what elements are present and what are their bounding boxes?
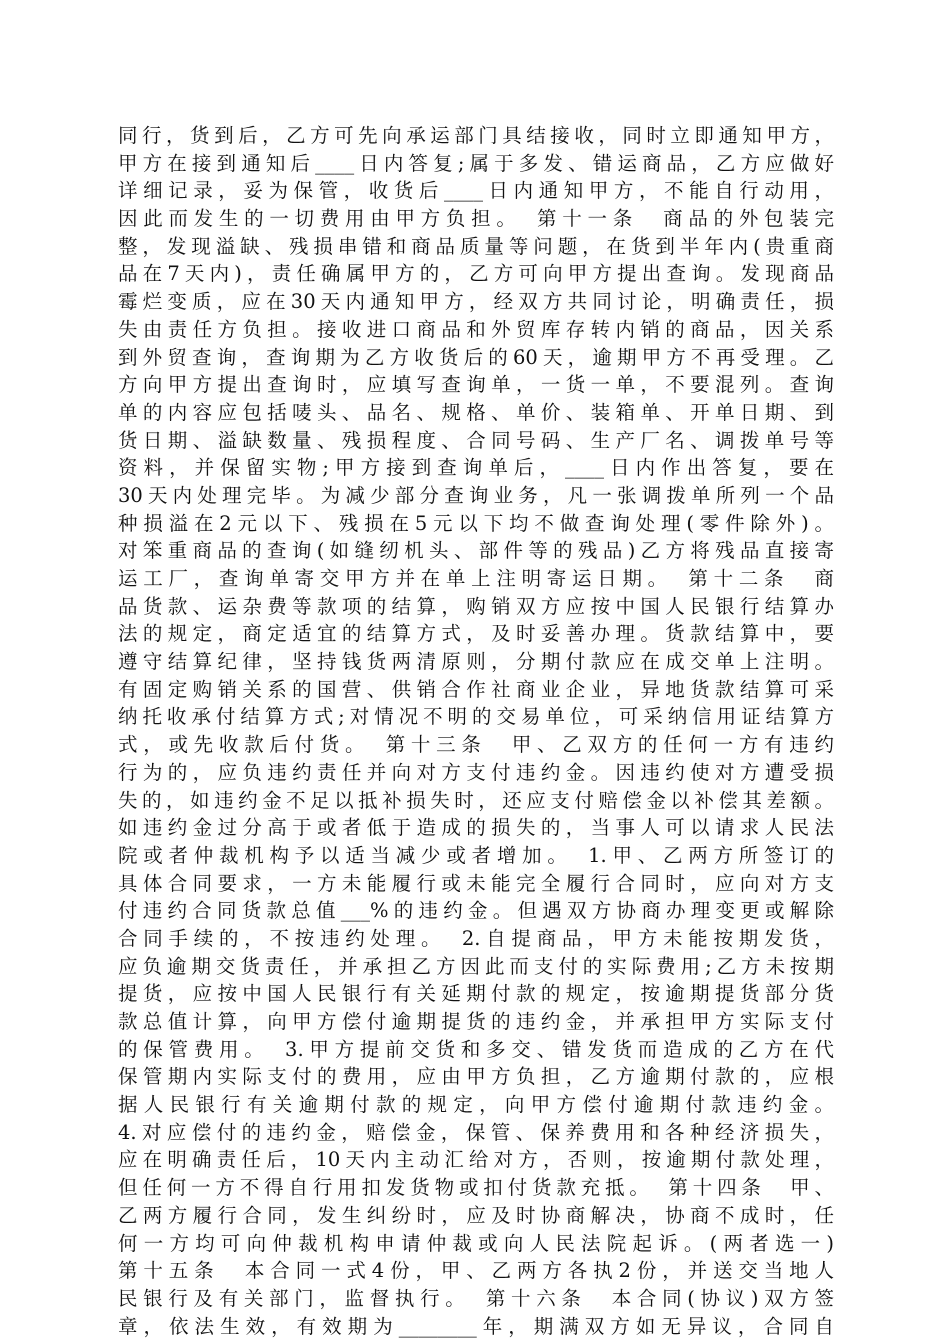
text-line: 行为的，应负违约责任并向对方支付违约金。因违约使对方遭受损 [118,760,834,784]
text-line: 30天内处理完毕。为减少部分查询业务，凡一张调拨单所列一个品 [118,483,834,507]
text-line: 付违约合同货款总值___%的违约金。但遇双方协商办理变更或解除 [118,899,834,923]
text-line: 民银行及有关部门，监督执行。 第十六条 本合同(协议)双方签 [118,1286,834,1310]
text-line: 品在7天内)，责任确属甲方的，乙方可向甲方提出查询。发现商品 [118,262,834,286]
text-line: 保管期内实际支付的费用，应由甲方负担，乙方逾期付款的，应根 [118,1065,834,1089]
text-line: 有固定购销关系的国营、供销合作社商业企业，异地货款结算可采 [118,677,834,701]
text-line: 但任何一方不得自行用扣发货物或扣付货款充抵。 第十四条 甲、 [118,1176,834,1200]
text-line: 的保管费用。 3.甲方提前交货和多交、错发货而造成的乙方在代 [118,1037,834,1061]
text-line: 式，或先收款后付货。 第十三条 甲、乙双方的任何一方有违约 [118,733,834,757]
text-line: 遵守结算纪律，坚持钱货两清原则，分期付款应在成交单上注明。 [118,650,834,674]
text-line: 方向甲方提出查询时，应填写查询单，一货一单，不要混列。查询 [118,373,834,397]
text-line: 应负逾期交货责任，并承担乙方因此而支付的实际费用;乙方未按期 [118,954,834,978]
text-line: 甲方在接到通知后____日内答复;属于多发、错运商品，乙方应做好 [118,151,834,175]
contract-body-text [118,122,834,1340]
text-line: 霉烂变质，应在30天内通知甲方，经双方共同讨论，明确责任，损 [118,290,834,314]
text-line: 章，依法生效，有效期为________年，期满双方如无异议，合同自 [118,1314,834,1338]
text-line: 品货款、运杂费等款项的结算，购销双方应按中国人民银行结算办 [118,594,834,618]
text-line: 乙两方履行合同，发生纠纷时，应及时协商解决，协商不成时，任 [118,1203,834,1227]
text-line: 提货，应按中国人民银行有关延期付款的规定，按逾期提货部分货 [118,982,834,1006]
text-line: 整，发现溢缺、残损串错和商品质量等问题，在货到半年内(贵重商 [118,234,834,258]
text-line: 何一方均可向仲裁机构申请仲裁或向人民法院起诉。(两者选一) [118,1231,834,1255]
text-line: 详细记录，妥为保管，收货后____日内通知甲方，不能自行动用， [118,179,834,203]
text-line: 失由责任方负担。接收进口商品和外贸库存转内销的商品，因关系 [118,317,834,341]
text-line: 纳托收承付结算方式;对情况不明的交易单位，可采纳信用证结算方 [118,705,834,729]
text-line: 同行，货到后，乙方可先向承运部门具结接收，同时立即通知甲方， [118,124,834,147]
text-line: 应在明确责任后，10天内主动汇给对方，否则，按逾期付款处理， [118,1148,834,1172]
text-line: 院或者仲裁机构予以适当减少或者增加。 1.甲、乙两方所签订的 [118,843,834,867]
text-line: 据人民银行有关逾期付款的规定，向甲方偿付逾期付款违约金。 [118,1093,834,1117]
text-line: 法的规定，商定适宜的结算方式，及时妥善办理。货款结算中，要 [118,622,834,646]
text-line: 款总值计算，向甲方偿付逾期提货的违约金，并承担甲方实际支付 [118,1010,834,1033]
text-line: 因此而发生的一切费用由甲方负担。 第十一条 商品的外包装完 [118,207,834,231]
text-line: 对笨重商品的查询(如缝纫机头、部件等的残品)乙方将残品直接寄 [118,539,834,563]
text-line: 第十五条 本合同一式4份，甲、乙两方各执2份，并送交当地人 [118,1259,834,1283]
text-line: 合同手续的，不按违约处理。 2.自提商品，甲方未能按期发货， [118,926,834,950]
text-line: 具体合同要求，一方未能履行或未能完全履行合同时，应向对方支 [118,871,834,895]
text-line: 到外贸查询，查询期为乙方收货后的60天，逾期甲方不再受理。乙 [118,345,834,369]
text-line: 单的内容应包括唛头、品名、规格、单价、装箱单、开单日期、到 [118,400,834,424]
text-line: 失的，如违约金不足以抵补损失时，还应支付赔偿金以补偿其差额。 [118,788,834,812]
text-line: 货日期、溢缺数量、残损程度、合同号码、生产厂名、调拨单号等 [118,428,834,452]
text-line: 资料，并保留实物;甲方接到查询单后，____日内作出答复，要在 [118,456,834,480]
text-line: 如违约金过分高于或者低于造成的损失的，当事人可以请求人民法 [118,816,834,840]
text-line: 4.对应偿付的违约金，赔偿金，保管、保养费用和各种经济损失， [118,1120,834,1144]
text-line: 种损溢在2元以下、残损在5元以下均不做查询处理(零件除外)。 [118,511,834,535]
text-line: 运工厂，查询单寄交甲方并在单上注明寄运日期。 第十二条 商 [118,567,834,590]
